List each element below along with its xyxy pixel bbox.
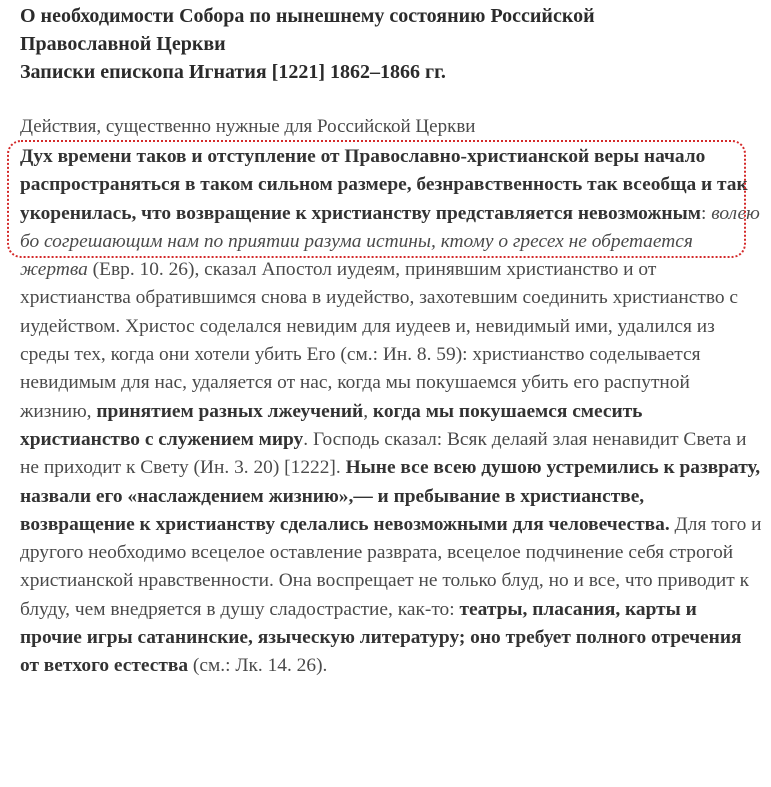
bold-run: театры, пласания, карты и прочие игры сатанинские, языческую литературу; оно требует полного отречения от ветхого естества xyxy=(20,598,742,677)
article xyxy=(20,2,765,681)
text-run: . Господь сказал: Всяк делаяй злая ненавидит Света и не приходит к Свету (Ин. 3. 20) [1222]. xyxy=(20,428,747,479)
text-run: (см.: Лк. 14. 26). xyxy=(188,655,328,677)
bold-run: когда мы покушаемся смесить христианство с служением миру xyxy=(20,400,643,450)
italic-quote: волею бо согрешающим нам по приятии разума истины, ктому о гресех не обретается жертва xyxy=(20,202,760,281)
bold-run: принятием разных лжеучений xyxy=(96,400,364,422)
article-paragraph xyxy=(20,143,762,681)
section-heading: Действия, существенно нужные для Российской Церкви xyxy=(20,116,476,137)
text-run: : xyxy=(700,202,712,224)
text-run: (Евр. 10. 26), сказал Апостол иудеям, принявшим христианство и от христианства обратившимся снова в иудейство, захотевшим соединить христианство с иудейством. Христос соделался невидим для иудеев и, невидимый ими, удалился из среды тех, когда они хотели убить Его (см.: Ин. 8. 59): христианство соделывается невидимым для нас, удаляется от нас, когда мы покушаемся убить его распутной жизнию, xyxy=(20,259,739,422)
text-run: Для того и другого необходимо всецелое оставление разврата, всецелое подчинение себя строгой христианской нравственности. Она воспрещает не только блуд, но и все, что приводит к блуду, чем внедряется в душу сладострастие, как-то: xyxy=(20,513,762,620)
text-run: , xyxy=(363,400,373,422)
title-line-2: Православной Церкви xyxy=(20,33,226,55)
title-line-1: О необходимости Собора по нынешнему состоянию Российской xyxy=(20,5,595,27)
article-title xyxy=(20,2,765,86)
title-line-3: Записки епископа Игнатия [1221] 1862–1866 гг. xyxy=(20,61,446,83)
bold-run: Дух времени таков и отступление от Православно-христианской веры начало распространяться в таком сильном размере, безнравственность так всеобща и так укоренилась, что возвращение к христианству представляется невозможным xyxy=(20,146,748,224)
bold-run: Ныне все всею душою устремились к разврату, назвали его «наслаждением жизнию»,— и пребывание в христианстве, возвращение к христианству сделались невозможными для человечества. xyxy=(20,457,761,535)
